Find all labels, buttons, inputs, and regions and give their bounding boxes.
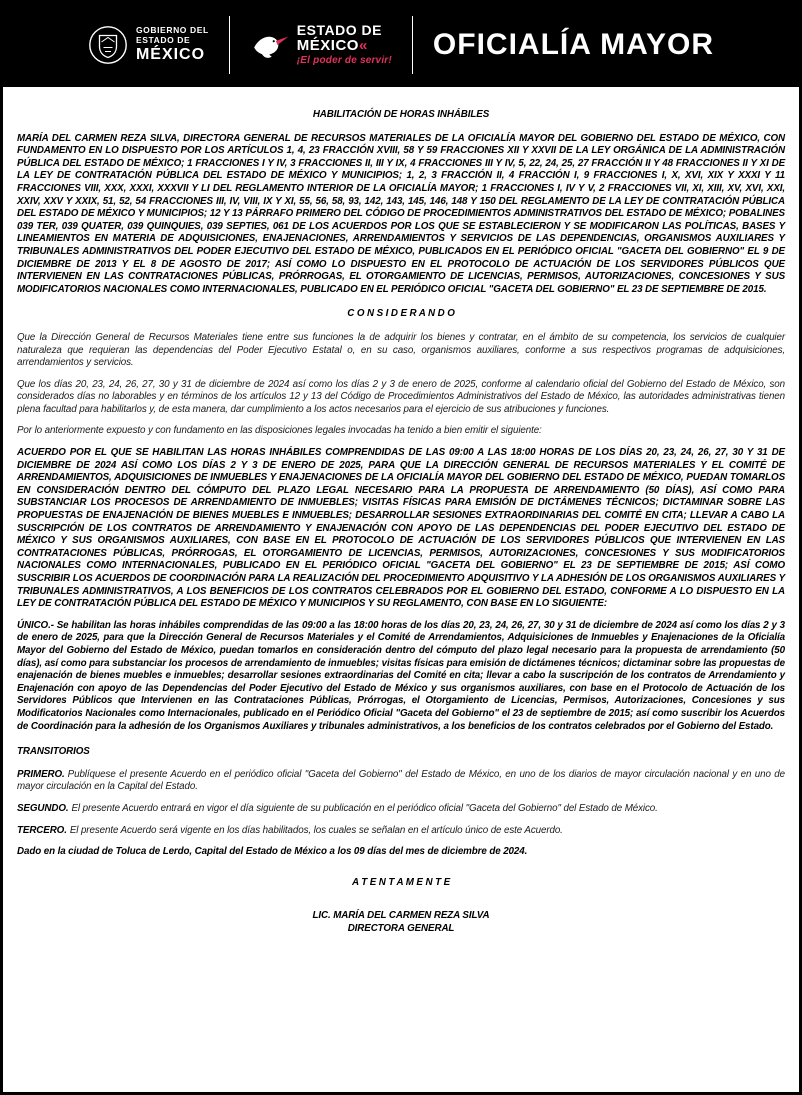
edomex-logo: [250, 23, 392, 67]
gem-line2: ESTADO DE: [135, 34, 191, 45]
transitorio-label: TERCERO.: [17, 824, 67, 836]
signature-block: [17, 909, 785, 935]
edomex-wordmark: [297, 23, 392, 67]
doc-title: HABILITACIÓN DE HORAS INHÁBILES: [312, 109, 490, 120]
considerando-paragraph-2: Que los días 20, 23, 24, 26, 27, 30 y 31 de diciembre de 2024 así como los días 2 y 3 de enero de 2025, conforme al calendario oficial del Gobierno del Estado de México, son considerados días no laborables y en términos de los artículos 12 y 13 del Código de Procedimientos Administrativos del Estado de México, las autoridades administrativas tienen plena facultad para habilitarlos y, de esta manera, dar cumplimiento a los actos necesarios para el ejercicio de sus atribuciones y funciones.: [17, 378, 785, 415]
considerando-paragraph-1: Que la Dirección General de Recursos Materiales tiene entre sus funciones la de adquirir los bienes y contratar, en el ámbito de su competencia, los servicios de cualquier naturaleza que requieran las dependencias del Poder Ejecutivo Estatal o, en su caso, organismos auxiliares, conforme a sus respectivos programas de adquisiciones, arrendamientos y servicios.: [17, 331, 785, 369]
gem-logo: [88, 25, 209, 65]
transitorio-label: SEGUNDO.: [17, 802, 69, 814]
guillemet-mark: «: [358, 36, 368, 54]
gem-line3: MÉXICO: [135, 46, 206, 64]
atentamente-heading: A T E N T A M E N T E: [351, 876, 451, 888]
transitorio-segundo: [17, 803, 785, 816]
document-body: [3, 87, 799, 935]
edomex-line2: MÉXICO«: [296, 36, 368, 54]
office-title: OFICIALÍA MAYOR: [432, 28, 715, 61]
transitorio-label: PRIMERO.: [17, 768, 65, 780]
header-divider: [229, 16, 230, 74]
header-divider: [412, 16, 413, 74]
header-bar: [3, 3, 799, 87]
edomex-line1: ESTADO DE: [296, 22, 382, 39]
transitorio-text: El presente Acuerdo entrará en vigor el día siguiente de su publicación en el periódico oficial "Gaceta del Gobierno" del Estado de México.: [71, 802, 658, 814]
transitorio-primero: [17, 769, 785, 794]
transitorio-text: Publíquese el presente Acuerdo en el periódico oficial "Gaceta del Gobierno" del Estado de México, en uno de los diarios de mayor circulación nacional y en uno de mayor circulación en la Capital del Estado.: [17, 768, 785, 793]
signature-name: LIC. MARÍA DEL CARMEN REZA SILVA: [312, 910, 490, 922]
considerando-heading: C O N S I D E R A N D O: [347, 308, 455, 320]
transitorio-text: El presente Acuerdo será vigente en los días habilitados, los cuales se señalan en el artículo único de este Acuerdo.: [69, 824, 563, 836]
gem-line1: GOBIERNO DEL: [135, 25, 209, 36]
hummingbird-icon: [250, 28, 290, 62]
signature-title: DIRECTORA GENERAL: [347, 923, 455, 935]
transitorio-tercero: [17, 825, 785, 838]
intro-paragraph: MARÍA DEL CARMEN REZA SILVA, DIRECTORA GENERAL DE RECURSOS MATERIALES DE LA OFICIALÍA MAYOR DEL GOBIERNO DEL ESTADO DE MÉXICO, CON FUNDAMENTO EN LO DISPUESTO POR LOS ARTÍCULOS 1, 4, 23 FRACCIÓN XVIII, 58 Y 59 FRACCIONES XII Y XXVII DE LA LEY ORGÁNICA DE LA ADMINISTRACIÓN PÚBLICA DEL ESTADO DE MÉXICO; 1 FRACCIONES I Y IV, 3 FRACCIONES II, III Y IX, 4 FRACCIONES III Y IV, 5, 22, 24, 25, 27 FRACCIÓN II Y 48 FRACCIONES II Y XI DE LA LEY DE CONTRATACIÓN PÚBLICA DEL ESTADO DE MÉXICO Y MUNICIPIOS; 1, 2, 3 FRACCIÓN II, 4 FRACCIÓN I, 9 FRACCIONES I, X, XVI, XIX Y XXXI Y 11 FRACCIONES VIII, XXX, XXXI, XXXVII Y LI DEL REGLAMENTO INTERIOR DE LA OFICIALÍA MAYOR; 1 FRACCIONES I, IV Y V, 2 FRACCIONES VII, XI, XIII, XV, XVI, XXI, XXIV, XXV Y XXIX, 51, 52, 54 FRACCIONES III, IV, VIII, IX Y XI, 55, 56, 58, 93, 142, 143, 145, 146, 148 Y 150 DEL REGLAMENTO DE LA LEY DE CONTRATACIÓN PÚBLICA DEL ESTADO DE MÉXICO Y MUNICIPIOS; 12 Y 13 PÁRRAFO PRIMERO DEL CÓDIGO DE PROCEDIMIENTOS ADMINISTRATIVOS DEL ESTADO DE MÉXICO; POBALINES 039 TER, 039 QUATER, 039 QUINQUIES, 039 SEPTIES, 061 DE LOS ACUERDOS POR LOS QUE SE ESTABLECIERON Y SE MODIFICARON LAS POLÍTICAS, BASES Y LINEAMIENTOS EN MATERIA DE ADQUISICIONES, ENAJENACIONES, ARRENDAMIENTOS Y SERVICIOS DE LAS DEPENDENCIAS, ORGANISMOS AUXILIARES Y TRIBUNALES ADMINISTRATIVOS DEL PODER EJECUTIVO DEL ESTADO DE MÉXICO, PUBLICADOS EN EL PERIÓDICO OFICIAL "GACETA DEL GOBIERNO" EL 9 DE DICIEMBRE DE 2013 Y EL 8 DE AGOSTO DE 2017; ASÍ COMO LO DISPUESTO EN EL PROTOCOLO DE ACTUACIÓN DE LOS SERVIDORES PÚBLICOS QUE INTERVIENEN EN LAS CONTRATACIONES PÚBLICAS, PRÓRROGAS, EL OTORGAMIENTO DE LICENCIAS, PERMISOS, AUTORIZACIONES, CONCESIONES Y SUS MODIFICATORIOS NACIONALES COMO INTERNACIONALES, PUBLICADO EN EL PERIÓDICO OFICIAL "GACETA DEL GOBIERNO" EL 23 DE SEPTIEMBRE DE 2015.: [17, 132, 785, 295]
transitorios-heading: TRANSITORIOS: [17, 746, 90, 758]
acuerdo-paragraph: ACUERDO POR EL QUE SE HABILITAN LAS HORAS INHÁBILES COMPRENDIDAS DE LAS 09:00 A LAS 18:00 HORAS DE LOS DÍAS 20, 23, 24, 26, 27, 30 Y 31 DE DICIEMBRE DE 2024 ASÍ COMO LOS DÍAS 2 Y 3 DE ENERO DE 2025, PARA QUE LA DIRECCIÓN GENERAL DE RECURSOS MATERIALES Y EL COMITÉ DE ARRENDAMIENTOS, ADQUISICIONES DE INMUEBLES Y ENAJENACIONES DE LA OFICIALÍA MAYOR DEL GOBIERNO DEL ESTADO DE MÉXICO, PUEDAN TOMARLOS EN CONSIDERACIÓN DENTRO DEL CÓMPUTO DEL PLAZO LEGAL NECESARIO PARA LA PROPUESTA DE ARRENDAMIENTO (50 DÍAS), ASÍ COMO PARA SUBSTANCIAR LOS PROCESOS DE ARRENDAMIENTO DE INMUEBLES; VISITAS FÍSICAS PARA EMISIÓN DE DICTÁMENES TÉCNICOS; DICTAMINAR SOBRE LAS PROPUESTAS DE ENAJENACIÓN DE BIENES MUEBLES E INMUEBLES; DESARROLLAR SESIONES EXTRAORDINARIAS DEL COMITÉ EN CITA; LLEVAR A CABO LA SUSCRIPCIÓN DE LOS CONTRATOS DE ARRENDAMIENTO Y ENAJENACIÓN CON APOYO DE LAS DEPENDENCIAS DEL PODER EJECUTIVO DEL ESTADO DE MÉXICO Y SUS ORGANISMOS AUXILIARES, CON BASE EN EL PROTOCOLO DE ACTUACIÓN DE LOS SERVIDORES PÚBLICOS QUE INTERVIENEN EN LAS CONTRATACIONES PÚBLICAS, PRÓRROGAS, EL OTORGAMIENTO DE LICENCIAS, PERMISOS, AUTORIZACIONES, CONCESIONES Y SUS MODIFICATORIOS NACIONALES COMO INTERNACIONALES, PUBLICADO EN EL PERIÓDICO OFICIAL "GACETA DEL GOBIERNO" EL 23 DE SEPTIEMBRE DE 2015; ASÍ COMO SUSCRIBIR LOS ACUERDOS DE COORDINACIÓN PARA LA REALIZACIÓN DEL PROCEDIMIENTO ADQUISITIVO Y LA ADHESIÓN DE LOS ORGANISMOS AUXILIARES Y TRIBUNALES ADMINISTRATIVOS, A LOS BENEFICIOS DE LOS CONTRATOS CELEBRADOS POR EL GOBIERNO DEL ESTADO, CONFORME A LO DISPUESTO EN LA LEY DE CONTRATACIÓN PÚBLICA DEL ESTADO DE MÉXICO Y MUNICIPIOS Y SU REGLAMENTO, CON BASE EN LO SIGUIENTE:: [17, 447, 785, 610]
considerando-paragraph-3: Por lo anteriormente expuesto y con fundamento en las disposiciones legales invocadas ha tenido a bien emitir el siguiente:: [17, 425, 542, 437]
edomex-tagline: ¡El poder de servir!: [296, 55, 392, 67]
unico-paragraph: ÚNICO.- Se habilitan las horas inhábiles comprendidas de las 09:00 a las 18:00 horas de los días 20, 23, 24, 26, 27, 30 y 31 de diciembre de 2024 así como los días 2 y 3 de enero de 2025, para que la Dirección General de Recursos Materiales y el Comité de Arrendamientos, Adquisiciones de Inmuebles y Enajenaciones de la Oficialía Mayor del Gobierno del Estado de México, puedan tomarlos en consideración dentro del cómputo del plazo legal necesario para la propuesta de arrendamiento (50 días), así como para substanciar los procesos de arrendamiento de inmuebles; visitas físicas para emisión de dictámenes técnicos; dictaminar sobre las propuestas de enajenación de bienes muebles e inmuebles; desarrollar sesiones extraordinarias del Comité en cita; llevar a cabo la suscripción de los contratos de Arrendamiento y Enajenación con apoyo de las Dependencias del Poder Ejecutivo del Estado de México y sus organismos auxiliares, con base en el Protocolo de Actuación de los Servidores Públicos que Intervienen en las Contrataciones Públicas, Prórrogas, el Otorgamiento de Licencias, Permisos, Autorizaciones, Concesiones y sus Modificatorios Nacionales como Internacionales, publicado en el Periódico Oficial "Gaceta del Gobierno" el 23 de septiembre de 2015; así como suscribir los Acuerdos de Coordinación para la adhesión de los Organismos Auxiliares y tribunales administrativos, a los beneficios de los contratos celebrados por el Gobierno del Estado.: [17, 619, 785, 732]
dado-paragraph: Dado en la ciudad de Toluca de Lerdo, Capital del Estado de México a los 09 días del mes de diciembre de 2024.: [17, 846, 528, 858]
gem-wordmark: [136, 26, 209, 64]
state-crest-icon: [88, 25, 128, 65]
